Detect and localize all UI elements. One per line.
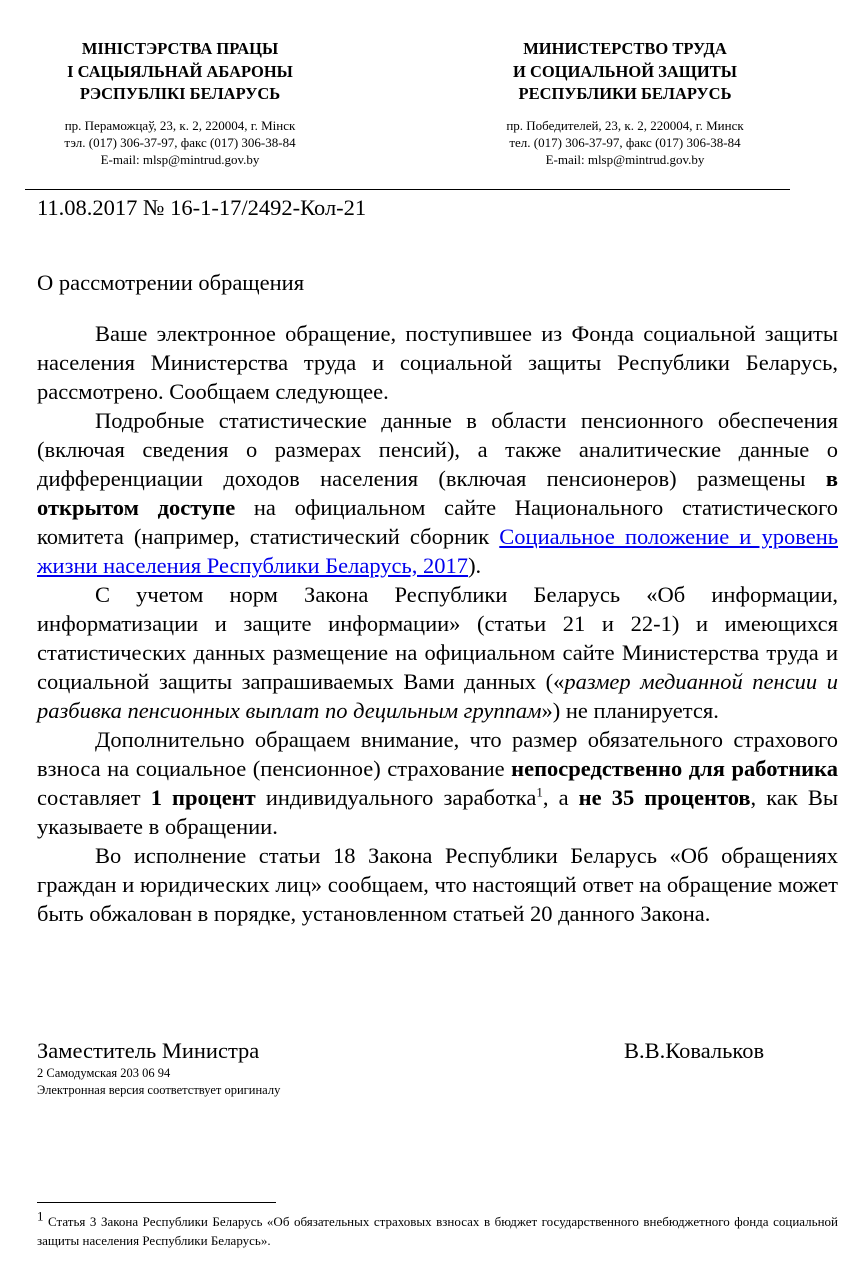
footnote-divider bbox=[37, 1202, 276, 1203]
paragraph-4: Дополнительно обращаем внимание, что размер обязательного страхового взноса на социальное (пенсионное) страхование непосредственно для работника составляет 1 процент индивидуального заработка$^1$, а не 35 процентов, как Вы указываете в обращении. bbox=[37, 727, 838, 839]
signatory-name: В.В.Ковальков bbox=[624, 1038, 765, 1063]
footnote: $^1$ Статья 3 Закона Республики Беларусь «Об обязательных страховых взносах в бюджет государственного внебюджетного фонда социальной защиты населения Республики Беларусь». bbox=[37, 1208, 838, 1248]
address-ru: пр. Победителей, 23, к. 2, 220004, г. Минск тел. (017) 306-37-97, факс (017) 306-38-84 E-mail: mlsp@mintrud.gov.by bbox=[506, 117, 744, 167]
footnote-ref: 1 bbox=[536, 784, 543, 800]
paragraph-3: С учетом норм Закона Республики Беларусь «Об информации, информатизации и защите информации» (статьи 21 и 22-1) и имеющихся статистических данных размещение на официальном сайте Министерства труда и социальной защиты запрашиваемых Вами данных («размер медианной пенсии и разбивка пенсионных выплат по децильным группам») не планируется. bbox=[37, 582, 838, 723]
subject-line: О рассмотрении обращения bbox=[37, 270, 305, 295]
statistics-link[interactable]: Социальное положение и уровень жизни населения Республики Беларусь, 2017 bbox=[37, 524, 839, 578]
paragraph-1: Ваше электронное обращение, поступившее из Фонда социальной защиты населения Министерства труда и социальной защиты Республики Беларусь, рассмотрено. Сообщаем следующее. bbox=[37, 321, 838, 404]
letter-body bbox=[37, 319, 838, 928]
header-divider bbox=[25, 189, 790, 190]
paragraph-2: Подробные статистические данные в области пенсионного обеспечения (включая сведения о размерах пенсий), а также аналитические данные о дифференциации доходов населения (включая пенсионеров) размещены в открытом доступе на официальном сайте Национального статистического комитета (например, статистический сборник Социальное положение и уровень жизни населения Республики Беларусь, 2017). bbox=[37, 408, 839, 578]
executor-info: 2 Самодумская 203 06 94 bbox=[37, 1066, 171, 1080]
address-by: пр. Пераможцаў, 23, к. 2, 220004, г. Мінск тэл. (017) 306-37-97, факс (017) 306-38-84 E-mail: mlsp@mintrud.gov.by bbox=[64, 117, 296, 167]
org-name-by: МІНІСТЭРСТВА ПРАЦЫ І САЦЫЯЛЬНАЙ АБАРОНЫ РЭСПУБЛІКІ БЕЛАРУСЬ bbox=[67, 39, 293, 103]
registration-number: 11.08.2017 № 16-1-17/2492-Кол-21 bbox=[37, 195, 367, 220]
authenticity-note: Электронная версия соответствует оригиналу bbox=[37, 1083, 281, 1097]
letterhead-russian bbox=[455, 38, 795, 168]
signature-block bbox=[37, 1038, 797, 1064]
emphasis-open-access: в открытом доступе bbox=[37, 466, 838, 520]
org-name-ru: МИНИСТЕРСТВО ТРУДА И СОЦИАЛЬНОЙ ЗАЩИТЫ РЕСПУБЛИКИ БЕЛАРУСЬ bbox=[513, 39, 737, 103]
paragraph-5: Во исполнение статьи 18 Закона Республики Беларусь «Об обращениях граждан и юридических лиц» сообщаем, что настоящий ответ на обращение может быть обжалован в порядке, установленном статьей 20 данного Закона. bbox=[37, 843, 838, 926]
signatory-position: Заместитель Министра bbox=[37, 1038, 260, 1063]
letterhead-belarusian bbox=[10, 38, 350, 168]
quoted-request: размер медианной пенсии и разбивка пенсионных выплат по децильным группам bbox=[37, 669, 838, 723]
